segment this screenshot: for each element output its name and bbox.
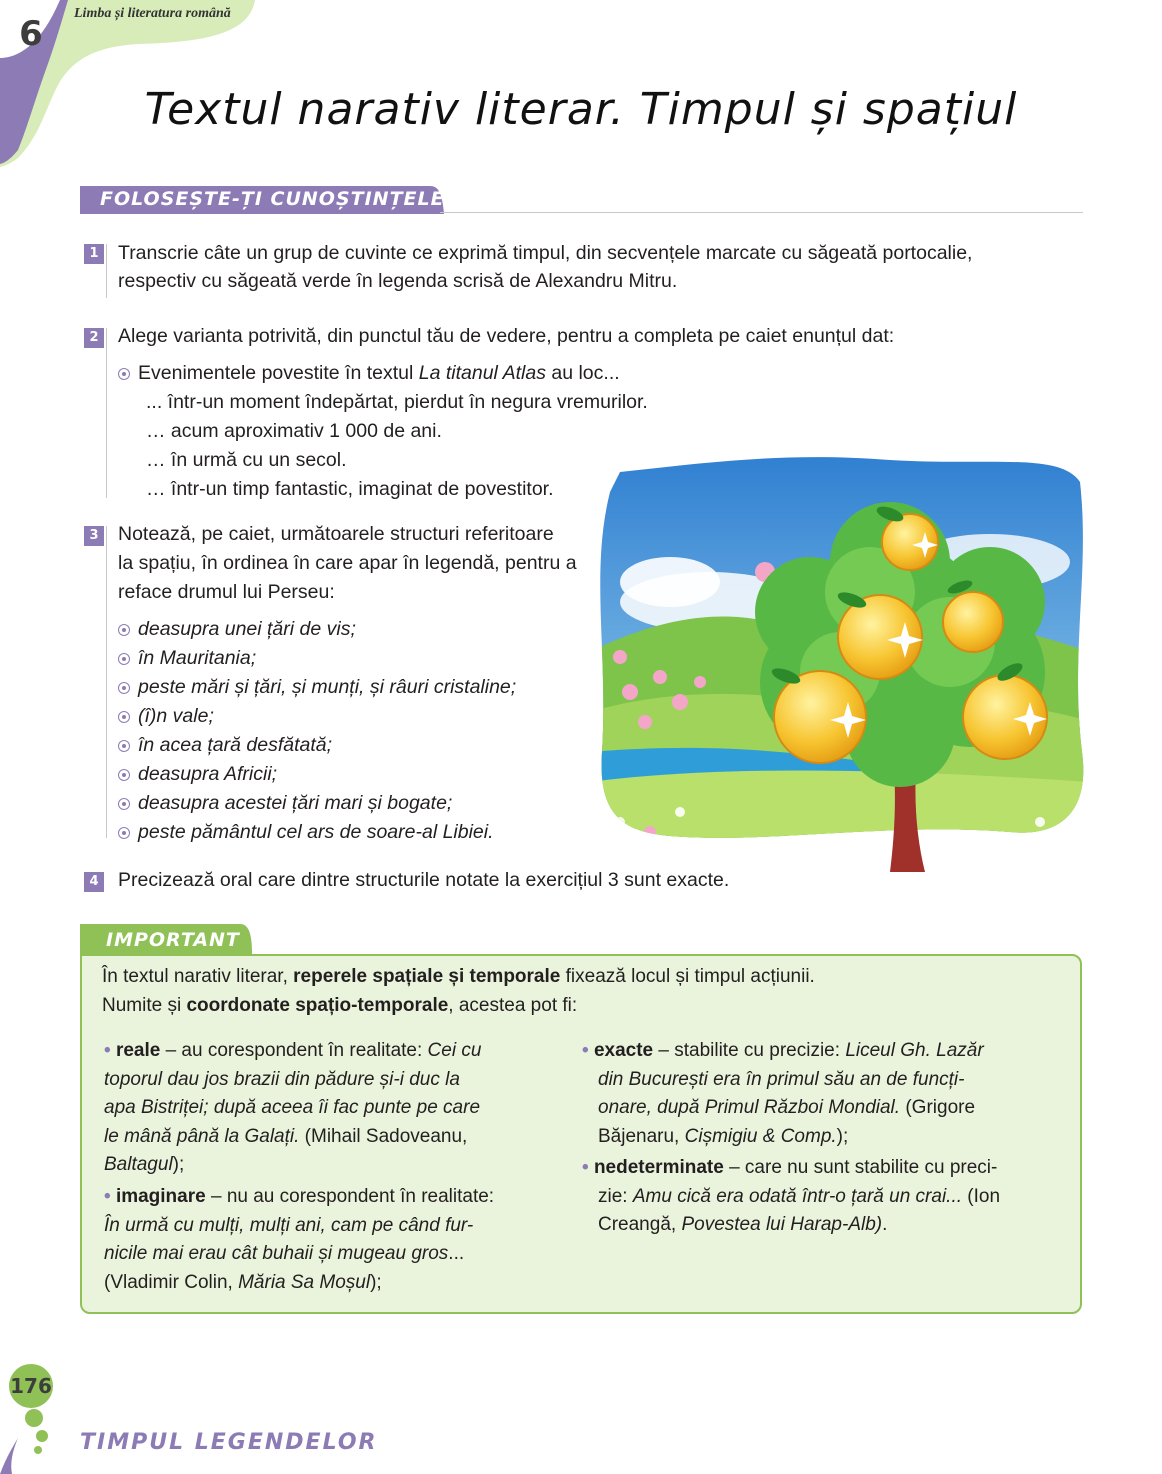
subject-label: Limba și literatura română xyxy=(74,6,231,21)
list-item: peste mări și țări, și munți, și râuri cristaline; xyxy=(118,673,516,702)
important-label: IMPORTANT xyxy=(106,929,240,951)
exercise-margin-line xyxy=(106,244,107,298)
bullet-icon xyxy=(118,769,130,781)
section-title: FOLOSEȘTE-ȚI CUNOȘTINȚELE! xyxy=(100,188,455,210)
exercise-2-option-1: ... într-un moment îndepărtat, pierdut în negura vremurilor. xyxy=(146,391,648,413)
bullet-icon: • xyxy=(104,1186,111,1207)
list-item: peste pământul cel ars de soare-al Libiei. xyxy=(118,818,494,847)
bullet-icon xyxy=(118,624,130,636)
apple-tree-illustration xyxy=(590,452,1090,872)
exercise-1-text xyxy=(118,239,1082,295)
grade-number: 6 xyxy=(19,14,43,54)
list-item: deasupra Africii; xyxy=(118,760,277,789)
exercise-3-line-3: reface drumul lui Perseu: xyxy=(118,581,335,603)
exercise-2-prompt: Alege varianta potrivită, din punctul tău de vedere, pentru a completa pe caiet enunțul dat: xyxy=(118,325,895,347)
exercise-2-option-2: … acum aproximativ 1 000 de ani. xyxy=(146,420,442,442)
important-item-exacte: • exacte – stabilite cu precizie: Liceul Gh. Lazăr din București era în primul său an de funcți- onare, după Primul Război Mondial. (Grigore Băjenaru, Cișmigiu & Comp.); xyxy=(582,1040,984,1147)
list-item: deasupra acestei țări mari și bogate; xyxy=(118,789,452,818)
exercise-2-option-4: … într-un timp fantastic, imaginat de povestitor. xyxy=(146,478,554,500)
exercise-number-2: 2 xyxy=(84,328,104,348)
chapter-title: TIMPUL LEGENDELOR xyxy=(80,1430,378,1455)
exercise-number-3: 3 xyxy=(84,526,104,546)
bullet-icon xyxy=(118,827,130,839)
page-number: 176 xyxy=(10,1374,52,1398)
important-item-reale: • reale – au corespondent în realitate: Cei cu toporul dau jos brazii din pădure și-i duc la apa Bistriței; după aceea îi fac punte pe care le mână până la Galați. (Mihail Sadoveanu, Baltagul); xyxy=(104,1040,482,1175)
exercise-margin-line xyxy=(106,328,107,498)
text-title: La titanul Atlas xyxy=(418,362,546,384)
list-item: în acea țară desfătată; xyxy=(118,731,332,760)
important-intro-1: În textul narativ literar, reperele spațiale și temporale fixează locul și timpul acțiunii. xyxy=(102,966,815,987)
page-title: Textul narativ literar. Timpul și spațiul xyxy=(144,84,1018,135)
bullet-icon: • xyxy=(582,1040,589,1061)
list-item: (î)n vale; xyxy=(118,702,214,731)
exercise-2-option-3: … în urmă cu un secol. xyxy=(146,449,347,471)
important-item-imaginare: • imaginare – nu au corespondent în realitate: În urmă cu mulți, mulți ani, cam pe când fur- nicile mai erau cât buhaii și mugeau gros... (Vladimir Colin, Măria Sa Moșul); xyxy=(104,1186,495,1293)
bullet-icon: • xyxy=(104,1040,111,1061)
exercise-number-4: 4 xyxy=(84,872,104,892)
exercise-number-1: 1 xyxy=(84,244,104,264)
exercise-3-line-2: la spațiu, în ordinea în care apar în legendă, pentru a xyxy=(118,552,577,574)
section-divider xyxy=(440,212,1083,213)
exercise-1-line-1: Transcrie câte un grup de cuvinte ce exprimă timpul, din secvențele marcate cu săgeată portocalie, xyxy=(118,242,973,264)
exercise-margin-line xyxy=(106,526,107,838)
bullet-icon: • xyxy=(582,1157,589,1178)
important-item-nedeterminate: • nedeterminate – care nu sunt stabilite cu preci- zie: Amu cică era odată într-o țară un crai... (Ion Creangă, Povestea lui Harap-Alb). xyxy=(582,1157,1001,1235)
list-item: în Mauritania; xyxy=(118,644,256,673)
bullet-icon xyxy=(118,711,130,723)
exercise-1-line-2: respectiv cu săgeată verde în legenda scrisă de Alexandru Mitru. xyxy=(118,270,678,292)
bullet-icon xyxy=(118,653,130,665)
exercise-3-line-1: Notează, pe caiet, următoarele structuri referitoare xyxy=(118,523,554,545)
bullet-icon xyxy=(118,798,130,810)
list-item: deasupra unei țări de vis; xyxy=(118,615,356,644)
bullet-icon xyxy=(118,682,130,694)
exercise-4-text: Precizează oral care dintre structurile notate la exercițiul 3 sunt exacte. xyxy=(118,869,730,891)
bullet-icon xyxy=(118,368,130,380)
exercise-2-stem: Evenimentele povestite în textul La titanul Atlas au loc... xyxy=(118,359,620,388)
bullet-icon xyxy=(118,740,130,752)
important-intro-2: Numite și coordonate spațio-temporale, acestea pot fi: xyxy=(102,995,578,1016)
